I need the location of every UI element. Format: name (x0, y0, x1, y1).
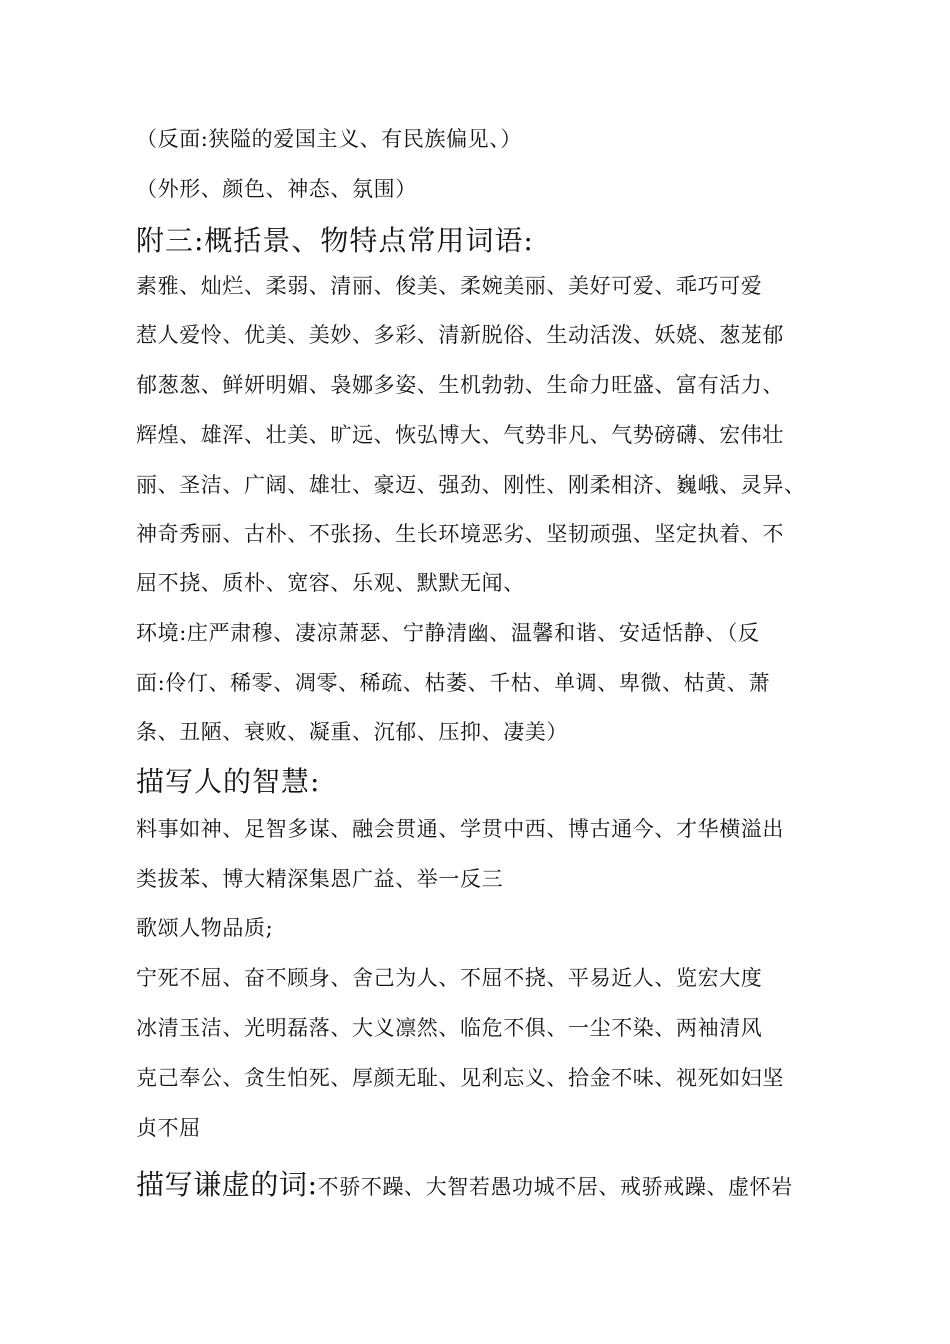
text-line: 贞不屈 (136, 1116, 201, 1140)
section-heading: 附三:概括景、物特点常用词语: (136, 224, 534, 257)
text-line: 类拔苯、博大精深集恩广益、举一反三 (136, 867, 504, 891)
text-line: 条、丑陋、衰败、凝重、沉郁、压抑、凄美） (136, 720, 568, 744)
text-line: 环境:庄严肃穆、凄凉萧瑟、宁静清幽、温馨和谐、安适恬静、（反 (136, 621, 760, 645)
text-line: 不骄不躁、大智若愚功城不居、戒骄戒躁、虚怀岩 (317, 1175, 793, 1199)
text-line: 郁葱葱、鲜妍明媚、袅娜多姿、生机勃勃、生命力旺盛、富有活力、 (136, 373, 784, 397)
mixed-heading-line (136, 1168, 793, 1204)
section-heading: 描写谦虚的词: (136, 1168, 318, 1201)
text-line: 料事如神、足智多谋、融会贯通、学贯中西、博古通今、才华横溢出 (136, 817, 784, 841)
text-line: 惹人爱怜、优美、美妙、多彩、清新脱俗、生动活泼、妖娆、葱茏郁 (136, 323, 784, 347)
text-line: （外形、颜色、神态、氛围） (136, 177, 417, 201)
section-heading: 描写人的智慧: (136, 765, 321, 798)
text-line: 屈不挠、质朴、宽容、乐观、默默无闻、 (136, 571, 525, 595)
text-line: 克己奉公、贪生怕死、厚颜无耻、见利忘义、拾金不味、视死如妇坚 (136, 1066, 784, 1090)
text-line: 宁死不屈、奋不顾身、舍己为人、不屈不挠、平易近人、览宏大度 (136, 966, 763, 990)
text-line: 辉煌、雄浑、壮美、旷远、恢弘博大、气势非凡、气势磅礴、宏伟壮 (136, 423, 784, 447)
text-line: 神奇秀丽、古朴、不张扬、生长环境恶劣、坚韧顽强、坚定执着、不 (136, 522, 784, 546)
text-line: （反面:狭隘的爱国主义、有民族偏见、） (136, 127, 522, 151)
text-line: 冰清玉洁、光明磊落、大义凛然、临危不俱、一尘不染、两袖清风 (136, 1016, 763, 1040)
text-line: 素雅、灿烂、柔弱、清丽、俊美、柔婉美丽、美好可爱、乖巧可爱 (136, 274, 763, 298)
text-line: 面:伶仃、稀零、凋零、稀疏、枯萎、千枯、单调、卑微、枯黄、萧 (136, 671, 771, 695)
text-line: 丽、圣洁、广阔、雄壮、豪迈、强劲、刚性、刚柔相济、巍峨、灵异、 (136, 473, 806, 497)
text-line: 歌颂人物品质; (136, 916, 274, 940)
